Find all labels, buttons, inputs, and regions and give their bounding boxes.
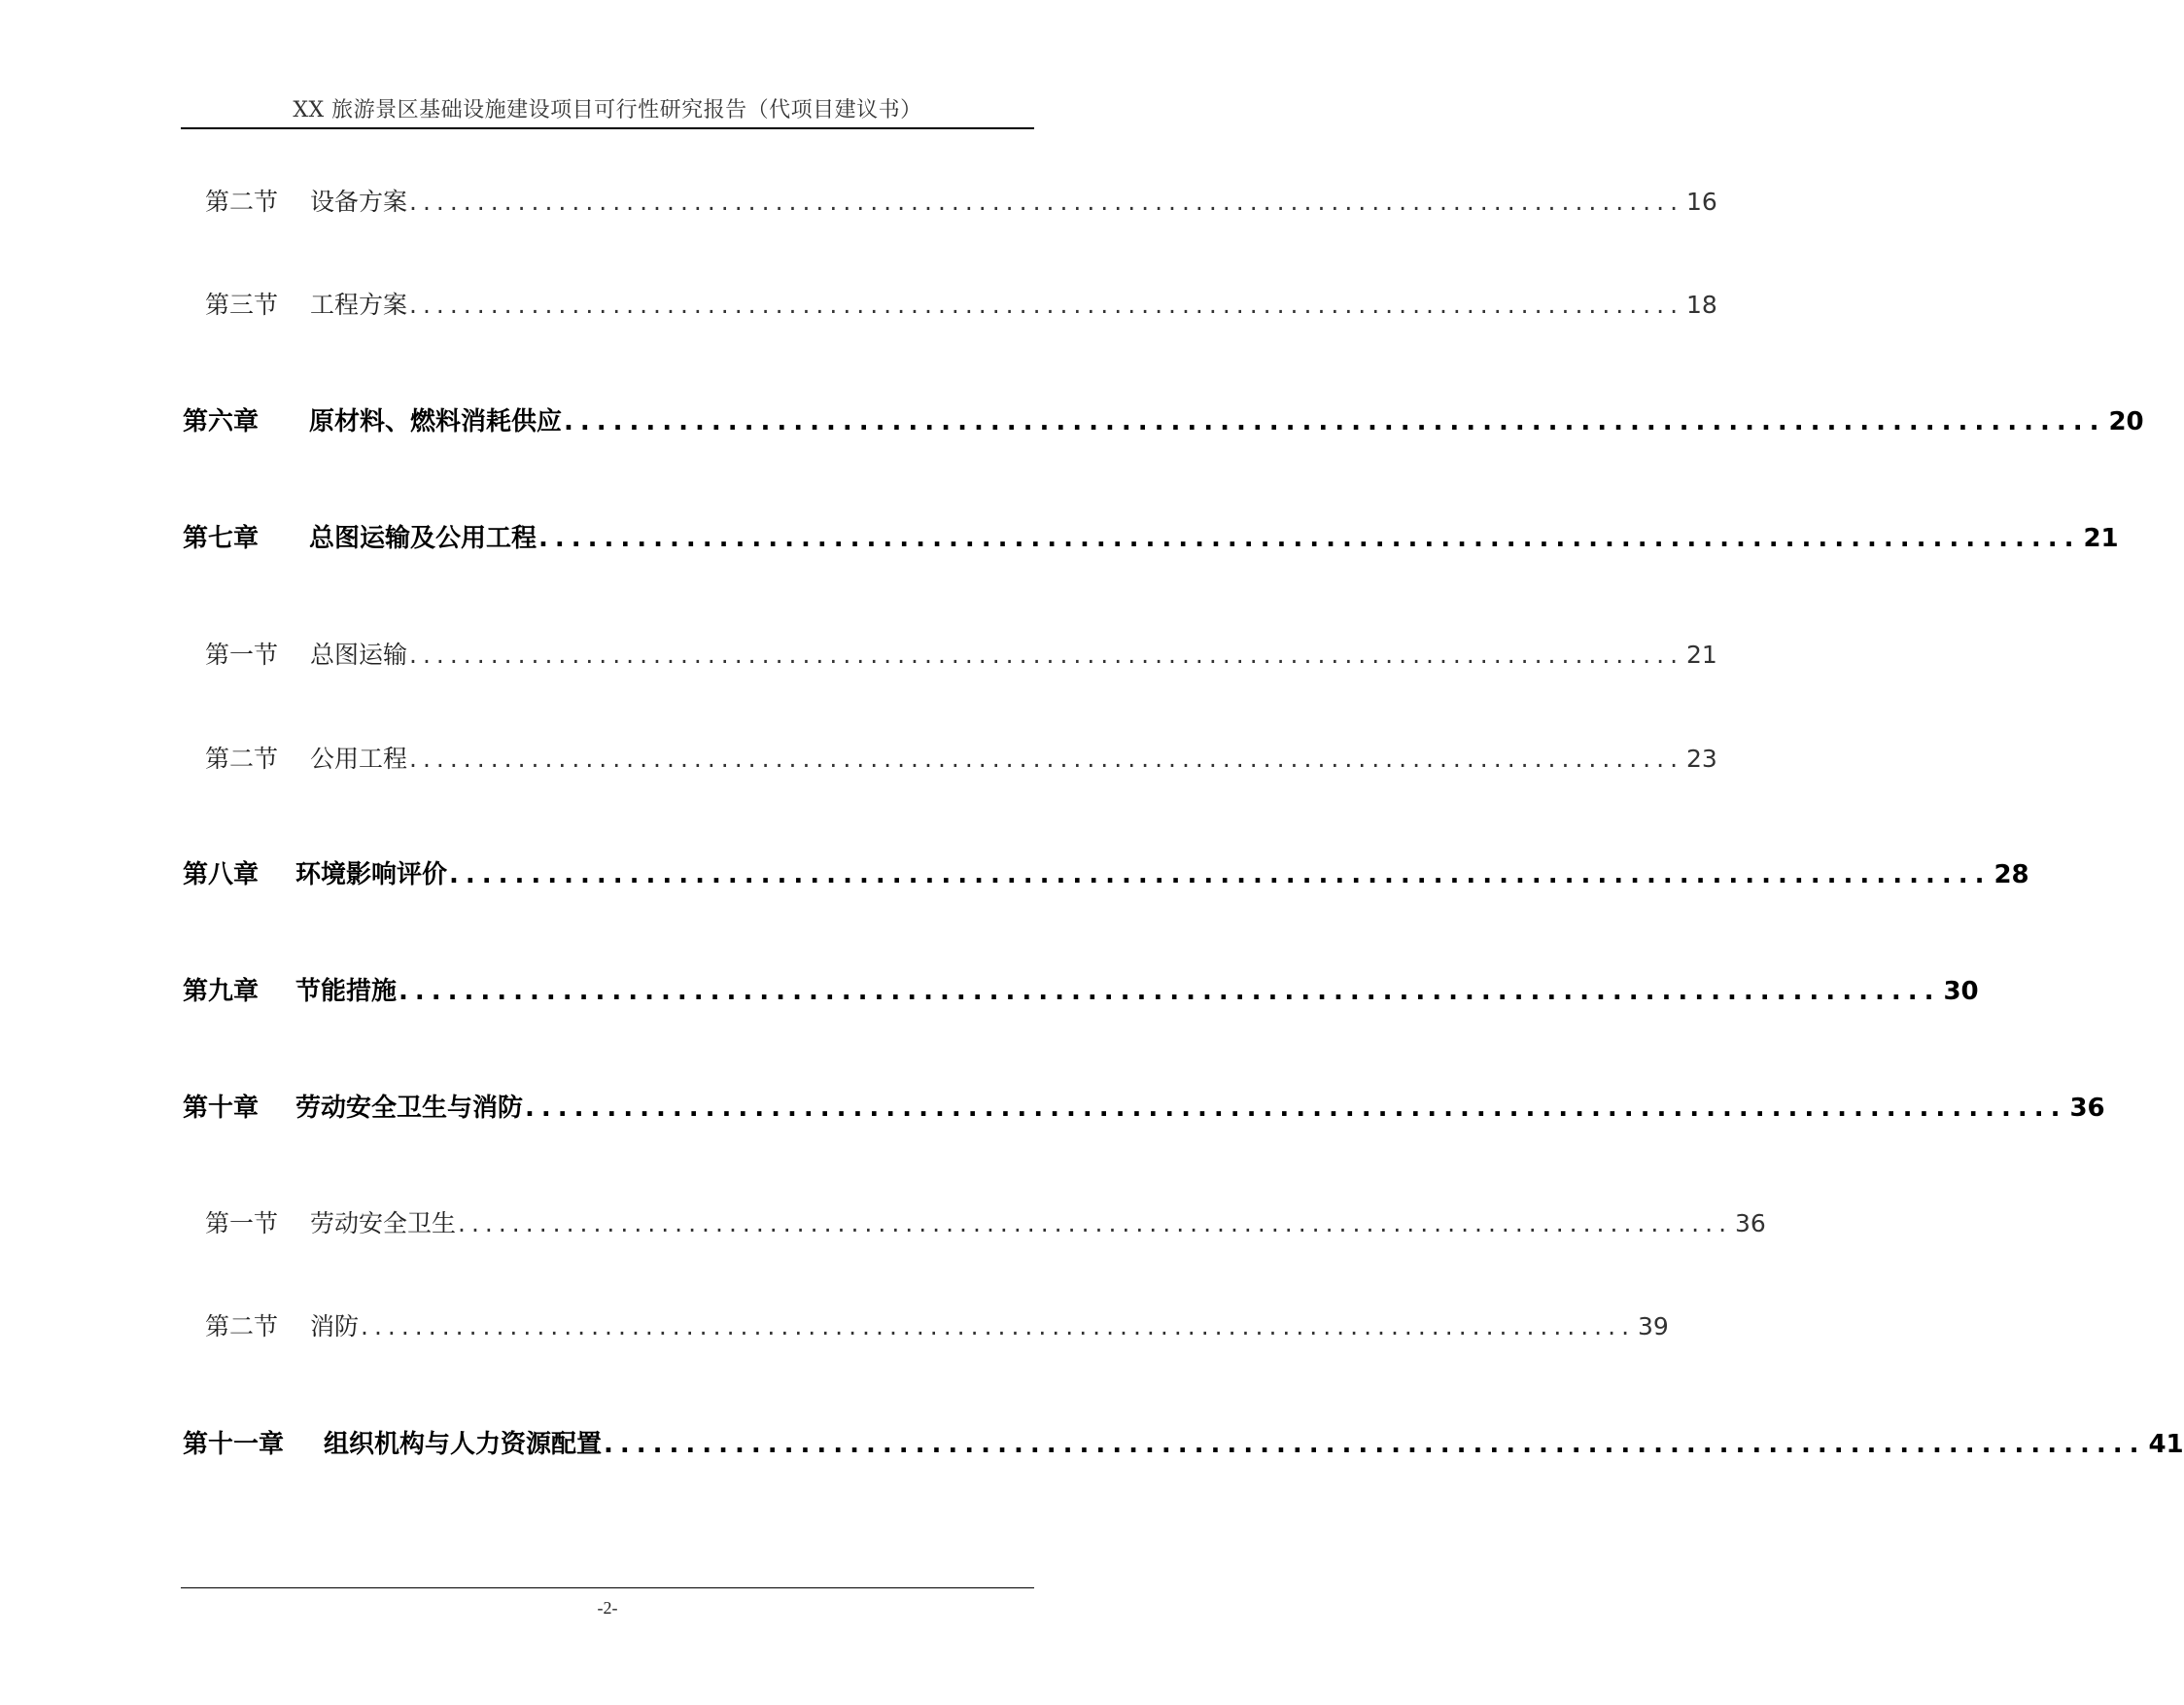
dot-leader: .............................................................................................. [449,860,1992,889]
toc-entry-title: 公用工程 [310,745,408,773]
dot-leader: .............................................................................................. [564,407,2106,436]
toc-entry-page: 36 [1735,1209,1766,1237]
toc-entry-page: 36 [2069,1094,2105,1123]
toc-entry-number: 第六章 [183,407,260,436]
toc-entry-number: 第十章 [183,1094,260,1123]
toc-entry[interactable] [205,636,1717,671]
toc-entry-number: 第二节 [205,1312,279,1340]
toc-entry-number: 第十一章 [183,1430,285,1459]
toc-entry[interactable] [183,1424,2184,1460]
toc-entry-title: 组织机构与人力资源配置 [324,1430,603,1459]
footer-rule [181,1587,1034,1588]
toc-entry[interactable] [183,971,1979,1007]
toc-entry-page: 16 [1686,188,1717,216]
page-number: -2- [597,1598,618,1618]
toc-entry-page: 18 [1686,291,1717,319]
toc-entry-page: 28 [1993,860,2029,889]
toc-entry-page: 39 [1638,1312,1669,1340]
toc-entry-title: 劳动安全卫生 [310,1209,457,1237]
toc-entry-title: 总图运输 [310,641,408,669]
toc-entry[interactable] [205,740,1717,775]
toc-entry-page: 30 [1943,977,1979,1006]
toc-entry-page: 20 [2108,407,2144,436]
dot-leader: .............................................................................................. [409,291,1684,319]
toc-entry[interactable] [205,1307,1669,1342]
toc-entry-page: 23 [1686,745,1717,773]
dot-leader: .............................................................................................. [525,1094,2067,1123]
toc-entry[interactable] [205,1204,1766,1239]
toc-entry-number: 第七章 [183,524,260,553]
toc-entry-number: 第二节 [205,745,279,773]
dot-leader: .............................................................................................. [399,977,1941,1006]
toc-entry-number: 第一节 [205,641,279,669]
toc-entry-title: 总图运输及公用工程 [309,524,537,553]
toc-entry-page: 21 [1686,641,1717,669]
toc-entry[interactable] [205,286,1717,321]
toc-entry[interactable] [183,854,2029,890]
toc-entry-title: 设备方案 [310,188,408,216]
toc-entry[interactable] [183,518,2119,554]
toc-entry[interactable] [183,401,2144,437]
toc-entry-page: 21 [2083,524,2119,553]
dot-leader: .............................................................................................. [409,641,1684,669]
page-header-title: XX 旅游景区基础设施建设项目可行性研究报告（代项目建议书） [293,98,922,122]
toc-entry-title: 原材料、燃料消耗供应 [309,407,563,436]
dot-leader: .............................................................................................. [409,188,1684,216]
toc-entry-number: 第二节 [205,188,279,216]
toc-entry-title: 节能措施 [295,977,398,1006]
toc-entry-number: 第一节 [205,1209,279,1237]
dot-leader: .............................................................................................. [458,1209,1733,1237]
toc-entry-number: 第八章 [183,860,260,889]
toc-entry[interactable] [183,1088,2105,1124]
dot-leader: .............................................................................................. [361,1312,1636,1340]
dot-leader: .............................................................................................. [538,524,2081,553]
toc-entry-title: 劳动安全卫生与消防 [295,1094,524,1123]
dot-leader: .............................................................................................. [409,745,1684,773]
toc-entry-title: 消防 [310,1312,360,1340]
toc-entry-number: 第三节 [205,291,279,319]
toc-entry-title: 工程方案 [310,291,408,319]
toc-entry[interactable] [205,183,1717,218]
toc-entry-number: 第九章 [183,977,260,1006]
dot-leader: .............................................................................................. [604,1430,2146,1459]
toc-entry-title: 环境影响评价 [295,860,448,889]
toc-entry-page: 41 [2148,1430,2184,1459]
